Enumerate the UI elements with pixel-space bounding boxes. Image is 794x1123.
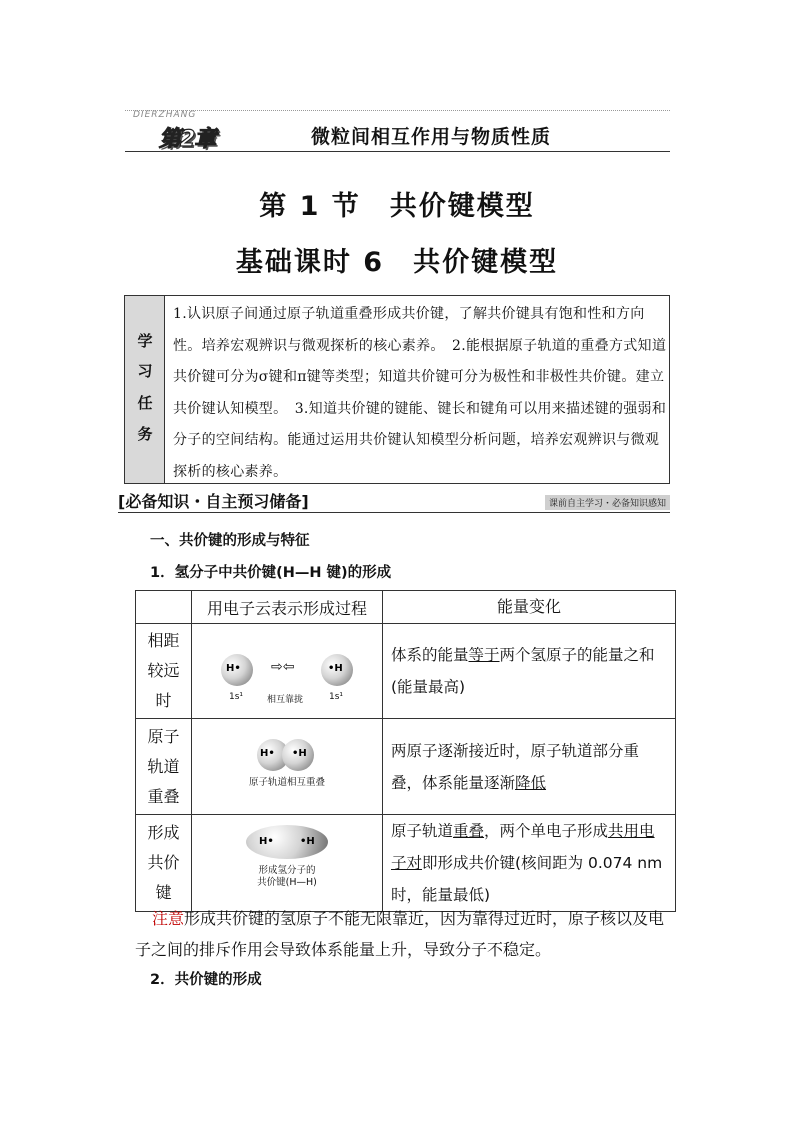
task-label-char: 习 [137,362,153,380]
header-dotted-line [125,110,670,111]
knowledge-section-bar [118,490,670,513]
table-row [136,815,676,912]
task-label-char: 务 [137,425,153,443]
atom-label: •H [328,663,343,674]
approach-arrows-icon: ⇨⇦ [271,659,295,675]
energy-text: 体系的能量 [391,646,469,664]
energy-text: 原子轨道 [391,822,454,840]
energy-text: 两原子逐渐接近时，原子轨道部分重叠，体系能量逐渐 [391,741,640,792]
orbital-label: 1s¹ [229,692,244,702]
energy-text-underlined: 重叠 [453,822,485,840]
knowledge-section-tag: 课前自主学习・必备知识感知 [545,495,670,510]
table-header-cell [136,591,192,624]
atom-label: •H [300,836,315,847]
note-paragraph [135,903,680,965]
learning-task-box [124,295,670,484]
table-header-row [136,591,676,624]
table-header-cell: 能量变化 [383,591,676,624]
row-label-text: 形成共价键 [147,823,180,902]
orbital-label: 1s¹ [329,692,344,702]
hydrogen-bond-table [135,590,676,912]
atom-label: •H [292,748,307,759]
row-label [136,719,192,815]
figure-caption: 原子轨道相互重叠 [248,777,325,788]
heading-hydrogen-bond: 1．氢分子中共价键(H—H 键)的形成 [150,565,392,581]
energy-cell [383,719,676,815]
task-label-char: 任 [137,394,153,412]
energy-text-underlined: 降低 [515,773,547,792]
task-label [125,296,165,483]
figure-caption: 形成氢分子的 [258,865,316,876]
note-key: 注意 [152,909,185,928]
atom-label: H• [260,748,275,759]
energy-text-underlined: 共用电子对 [391,822,655,872]
figure-covalent-bond [192,815,383,912]
table-header-cell: 用电子云表示形成过程 [192,591,383,624]
energy-text: 两个氢原子的能量之和(能量最高) [391,646,655,696]
figure-orbital-overlap [192,719,383,815]
approach-caption: 相互靠拢 [267,695,304,705]
table-row [136,624,676,719]
note-text: 形成共价键的氢原子不能无限靠近，因为靠得过近时，原子核以及电子之间的排斥作用会导致体系能量上升，导致分子不稳定。 [135,909,665,959]
knowledge-section-title: [必备知识・自主预习储备] [118,492,309,511]
row-label-text: 原子轨道重叠 [147,726,180,806]
section-title: 第 1 节 共价键模型 [259,191,535,222]
figure-caption: 共价键(H—H) [257,877,317,888]
task-text: 1.认识原子间通过原子轨道重叠形成共价键，了解共价键具有饱和性和方向性。培养宏观辨识与微观探析的核心素养。 2.能根据原子轨道的重叠方式知道共价键可分为σ键和π键等类型；知道共价键可分为极性和非极性共价键。建立共价键认知模型。 3.知道共价键的键能、键长和键角可以用来描述键的强弱和分子的空间结构。能通过运用共价键认知模型分析问题，培养宏观辨识与微观探析的核心素养。 [173,306,667,480]
energy-text: 即形成共价键(核间距为 0.074 nm 时，能量最低) [391,854,663,904]
heading-bond-formation: 2．共价键的形成 [150,972,262,988]
atom-label: H• [259,836,274,847]
chapter-header [125,108,670,154]
lesson-title: 基础课时 6 共价键模型 [235,247,559,278]
row-label [136,624,192,719]
table-row [136,719,676,815]
energy-cell [383,624,676,719]
task-label-char: 学 [137,332,153,350]
energy-text-underlined: 等于 [468,646,500,664]
header-rule [125,151,670,152]
figure-far-apart [192,624,383,719]
energy-cell [383,815,676,912]
chapter-title: 微粒间相互作用与物质性质 [311,126,552,148]
heading-formation-features: 一、共价键的形成与特征 [150,533,310,549]
chapter-badge: 第2章 [159,127,216,152]
row-label [136,815,192,912]
atom-label: H• [226,663,241,674]
energy-text: ，两个单电子形成 [484,822,609,840]
row-label-text: 相距较远时 [147,631,180,710]
chapter-pinyin: DIERZHANG [133,110,197,120]
